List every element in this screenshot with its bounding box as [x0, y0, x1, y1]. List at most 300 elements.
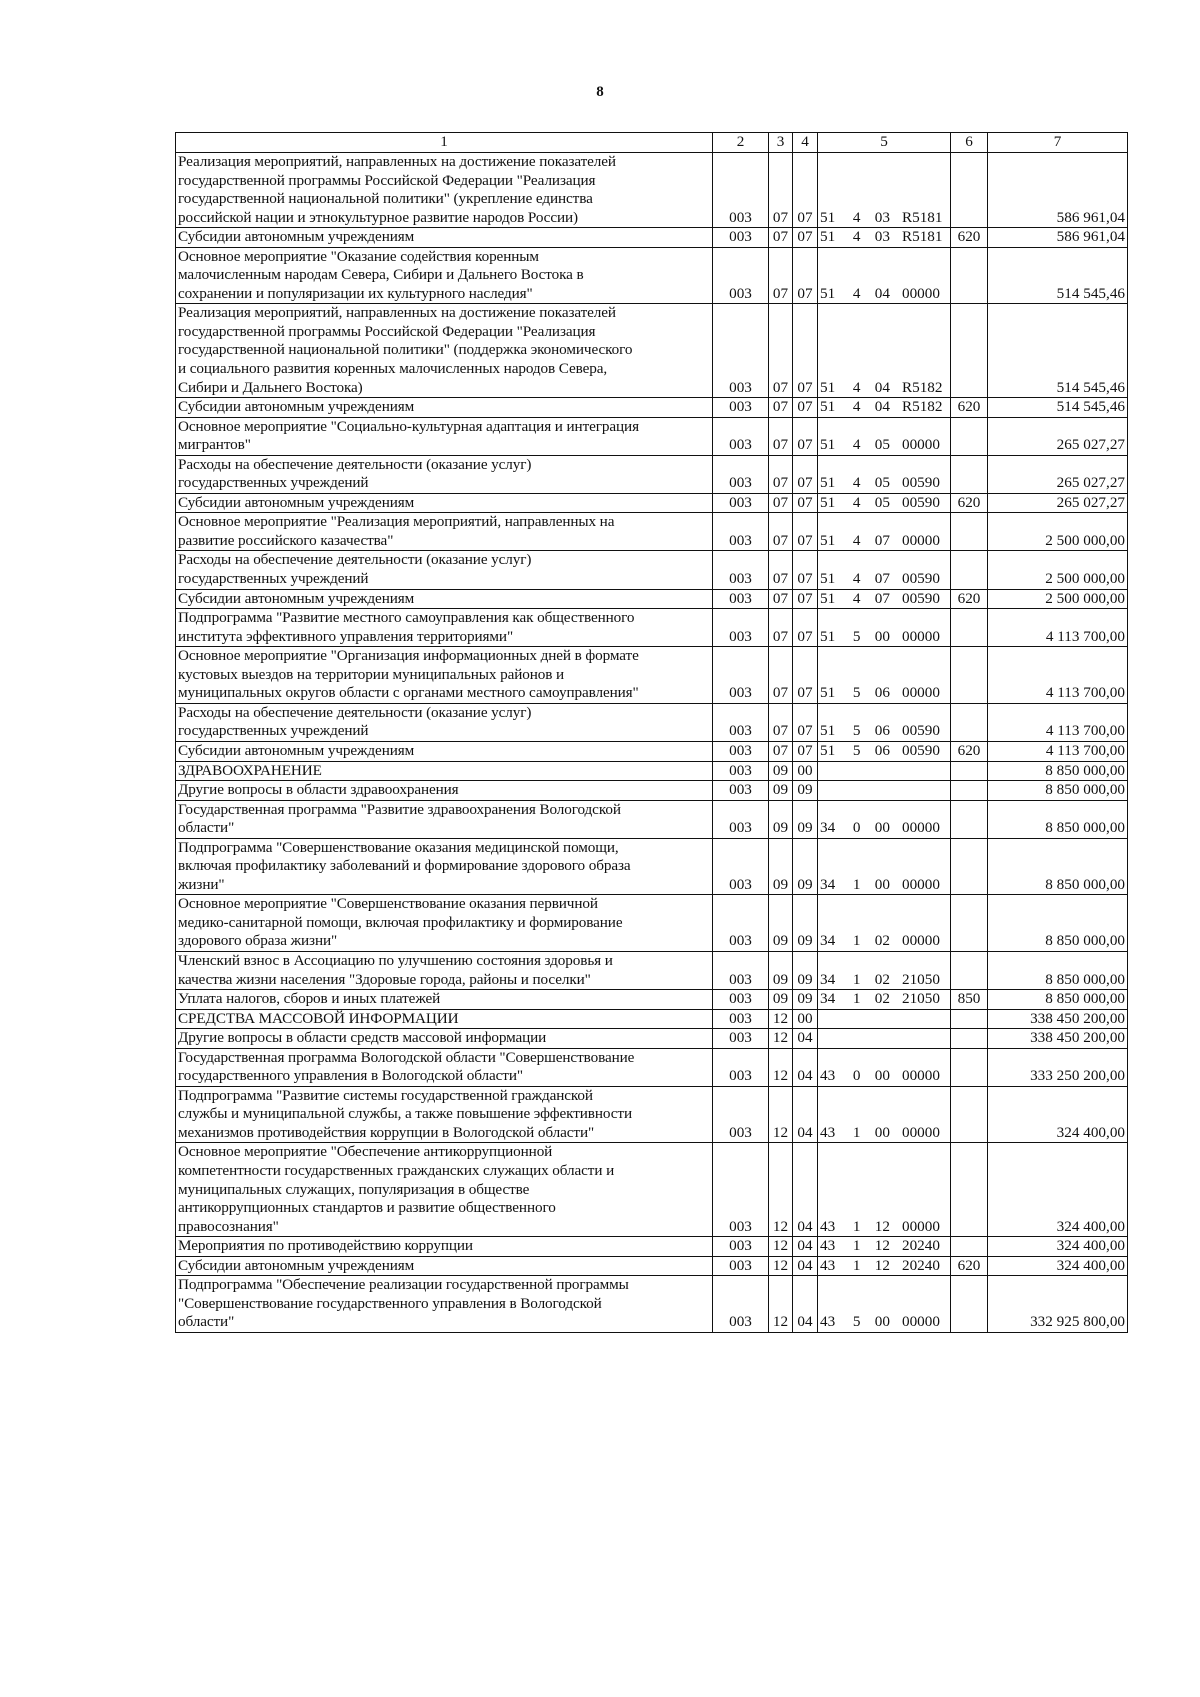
row-name: Уплата налогов, сборов и иных платежей	[176, 990, 713, 1010]
target-article-part: 34	[820, 970, 836, 988]
target-article-parts	[820, 494, 948, 513]
target-article-part: 5	[852, 722, 861, 740]
table-row	[176, 990, 1128, 1010]
target-article-part: 00590	[901, 741, 940, 759]
target-article-part: 07	[874, 531, 890, 549]
target-article-part: 12	[874, 1256, 890, 1274]
row-ministry-code: 003	[713, 1048, 769, 1086]
target-article-part: 4	[852, 398, 861, 416]
target-article-part: 51	[820, 531, 836, 549]
row-section-code: 07	[769, 455, 793, 493]
row-expense-type: 620	[951, 1256, 988, 1276]
row-expense-type	[951, 1143, 988, 1237]
row-amount: 8 850 000,00	[988, 990, 1128, 1010]
row-section-code: 09	[769, 990, 793, 1010]
row-target-article	[818, 153, 951, 228]
row-ministry-code: 003	[713, 1009, 769, 1029]
row-target-article	[818, 741, 951, 761]
row-amount: 333 250 200,00	[988, 1048, 1128, 1086]
target-article-parts	[820, 628, 948, 647]
target-article-part: 1	[852, 970, 861, 988]
row-amount: 338 450 200,00	[988, 1009, 1128, 1029]
target-article-part: 04	[874, 378, 890, 396]
row-name: Субсидии автономным учреждениям	[176, 398, 713, 418]
row-section-code: 09	[769, 761, 793, 781]
row-section-code: 07	[769, 513, 793, 551]
row-target-article	[818, 951, 951, 989]
row-name: Основное мероприятие "Совершенствование оказания первичной медико-санитарной помощи, включая профилактику и формирование здорового образа жизни"	[176, 895, 713, 952]
target-article-part: 51	[820, 398, 836, 416]
target-article-parts	[820, 1313, 948, 1332]
row-ministry-code: 003	[713, 247, 769, 304]
row-target-article	[818, 455, 951, 493]
target-article-part: 1	[852, 1256, 861, 1274]
target-article-part: 06	[874, 722, 890, 740]
row-amount: 2 500 000,00	[988, 589, 1128, 609]
table-row	[176, 761, 1128, 781]
target-article-parts	[820, 436, 948, 455]
row-expense-type	[951, 153, 988, 228]
row-target-article	[818, 1237, 951, 1257]
target-article-parts	[820, 398, 948, 417]
row-target-article	[818, 895, 951, 952]
table-row	[176, 647, 1128, 704]
row-expense-type	[951, 247, 988, 304]
row-subsection-code: 07	[793, 589, 818, 609]
row-expense-type	[951, 647, 988, 704]
target-article-part: 04	[874, 284, 890, 302]
target-article-part: 00000	[901, 819, 940, 837]
target-article-parts	[820, 876, 948, 895]
row-section-code: 07	[769, 398, 793, 418]
row-name: Основное мероприятие "Оказание содействия коренным малочисленным народам Севера, Сибири и Дальнего Востока в сохранении и популяризации их культурного наследия"	[176, 247, 713, 304]
target-article-part: 4	[852, 570, 861, 588]
row-amount: 8 850 000,00	[988, 761, 1128, 781]
target-article-part: 51	[820, 228, 836, 246]
row-amount: 4 113 700,00	[988, 703, 1128, 741]
table-header-row	[176, 133, 1128, 153]
target-article-part: 05	[874, 474, 890, 492]
target-article-part: R5181	[901, 208, 943, 226]
target-article-part: 00590	[901, 493, 940, 511]
target-article-part: 00590	[901, 474, 940, 492]
row-name: Расходы на обеспечение деятельности (оказание услуг) государственных учреждений	[176, 455, 713, 493]
table-row	[176, 800, 1128, 838]
row-subsection-code: 07	[793, 228, 818, 248]
row-section-code: 07	[769, 647, 793, 704]
target-article-part: 03	[874, 208, 890, 226]
table-row	[176, 1029, 1128, 1049]
row-section-code: 12	[769, 1256, 793, 1276]
row-expense-type	[951, 513, 988, 551]
row-expense-type	[951, 951, 988, 989]
row-subsection-code: 04	[793, 1237, 818, 1257]
row-subsection-code: 09	[793, 895, 818, 952]
row-expense-type	[951, 304, 988, 398]
row-amount: 8 850 000,00	[988, 951, 1128, 989]
row-amount: 324 400,00	[988, 1143, 1128, 1237]
table-row	[176, 1143, 1128, 1237]
table-row	[176, 304, 1128, 398]
target-article-part: 05	[874, 493, 890, 511]
target-article-part: 51	[820, 627, 836, 645]
target-article-part: 12	[874, 1217, 890, 1235]
row-target-article	[818, 1029, 951, 1049]
target-article-part: 51	[820, 493, 836, 511]
target-article-part: 1	[852, 875, 861, 893]
row-name: Субсидии автономным учреждениям	[176, 589, 713, 609]
target-article-parts	[820, 819, 948, 838]
target-article-part: 51	[820, 436, 836, 454]
row-section-code: 07	[769, 493, 793, 513]
row-expense-type: 850	[951, 990, 988, 1010]
row-name: Подпрограмма "Развитие местного самоуправления как общественного института эффективного управления территориями"	[176, 609, 713, 647]
row-section-code: 12	[769, 1276, 793, 1333]
row-amount: 586 961,04	[988, 153, 1128, 228]
target-article-part: 4	[852, 284, 861, 302]
row-target-article	[818, 228, 951, 248]
target-article-part: 00000	[901, 875, 940, 893]
row-amount: 265 027,27	[988, 417, 1128, 455]
row-section-code: 07	[769, 247, 793, 304]
row-name: Расходы на обеспечение деятельности (оказание услуг) государственных учреждений	[176, 551, 713, 589]
row-amount: 338 450 200,00	[988, 1029, 1128, 1049]
row-ministry-code: 003	[713, 761, 769, 781]
target-article-part: 43	[820, 1313, 836, 1331]
row-name: Другие вопросы в области здравоохранения	[176, 781, 713, 801]
target-article-part: 34	[820, 990, 836, 1008]
target-article-part: 02	[874, 932, 890, 950]
row-amount: 586 961,04	[988, 228, 1128, 248]
row-ministry-code: 003	[713, 1237, 769, 1257]
row-expense-type	[951, 703, 988, 741]
row-ministry-code: 003	[713, 1029, 769, 1049]
row-name: Субсидии автономным учреждениям	[176, 1256, 713, 1276]
row-subsection-code: 04	[793, 1256, 818, 1276]
row-name: Субсидии автономным учреждениям	[176, 228, 713, 248]
target-article-part: 02	[874, 990, 890, 1008]
target-article-parts	[820, 971, 948, 990]
target-article-part: 00000	[901, 284, 940, 302]
row-expense-type: 620	[951, 589, 988, 609]
row-amount: 332 925 800,00	[988, 1276, 1128, 1333]
row-section-code: 07	[769, 741, 793, 761]
row-ministry-code: 003	[713, 417, 769, 455]
row-section-code: 07	[769, 703, 793, 741]
target-article-part: 5	[852, 741, 861, 759]
row-section-code: 12	[769, 1086, 793, 1143]
row-amount: 8 850 000,00	[988, 800, 1128, 838]
row-name: Государственная программа Вологодской области "Совершенствование государственного управления в Вологодской области"	[176, 1048, 713, 1086]
row-expense-type	[951, 609, 988, 647]
row-section-code: 09	[769, 781, 793, 801]
target-article-part: 34	[820, 932, 836, 950]
row-target-article	[818, 1143, 951, 1237]
row-expense-type	[951, 895, 988, 952]
row-target-article	[818, 247, 951, 304]
target-article-part: 02	[874, 970, 890, 988]
row-subsection-code: 04	[793, 1276, 818, 1333]
row-expense-type	[951, 1086, 988, 1143]
target-article-part: 00000	[901, 1123, 940, 1141]
row-section-code: 09	[769, 951, 793, 989]
table-row	[176, 741, 1128, 761]
row-section-code: 07	[769, 304, 793, 398]
row-subsection-code: 09	[793, 951, 818, 989]
target-article-part: 00000	[901, 1313, 940, 1331]
row-section-code: 07	[769, 589, 793, 609]
row-subsection-code: 04	[793, 1086, 818, 1143]
row-name: Основное мероприятие "Организация информационных дней в формате кустовых выездов на территории муниципальных районов и муниципальных округов области с органами местного самоуправления"	[176, 647, 713, 704]
target-article-parts	[820, 1218, 948, 1237]
row-amount: 265 027,27	[988, 455, 1128, 493]
table-row	[176, 153, 1128, 228]
table-row	[176, 513, 1128, 551]
table-row	[176, 493, 1128, 513]
row-expense-type	[951, 417, 988, 455]
row-target-article	[818, 304, 951, 398]
row-name: Подпрограмма "Совершенствование оказания медицинской помощи, включая профилактику заболеваний и формирование здорового образа жизни"	[176, 838, 713, 895]
target-article-part: 51	[820, 684, 836, 702]
target-article-part: 0	[852, 819, 861, 837]
row-amount: 4 113 700,00	[988, 647, 1128, 704]
target-article-parts	[820, 1257, 948, 1276]
column-header-1: 1	[176, 133, 713, 153]
row-section-code: 09	[769, 895, 793, 952]
row-target-article	[818, 589, 951, 609]
target-article-part: 43	[820, 1237, 836, 1255]
target-article-parts	[820, 1067, 948, 1086]
target-article-part: R5182	[901, 398, 943, 416]
row-subsection-code: 07	[793, 455, 818, 493]
target-article-part: 4	[852, 531, 861, 549]
row-subsection-code: 09	[793, 781, 818, 801]
target-article-part: 21050	[901, 990, 940, 1008]
row-target-article	[818, 1256, 951, 1276]
row-expense-type	[951, 800, 988, 838]
table-row	[176, 1276, 1128, 1333]
row-name: Основное мероприятие "Обеспечение антикоррупционной компетентности государственных гражданских служащих области и муниципальных служащих, популяризация в обществе антикоррупционных стандартов и развитие общественного правосознания"	[176, 1143, 713, 1237]
table-row	[176, 838, 1128, 895]
target-article-part: 4	[852, 589, 861, 607]
row-name: Субсидии автономным учреждениям	[176, 741, 713, 761]
row-expense-type: 620	[951, 741, 988, 761]
row-name: Другие вопросы в области средств массовой информации	[176, 1029, 713, 1049]
row-ministry-code: 003	[713, 647, 769, 704]
target-article-part: 43	[820, 1256, 836, 1274]
target-article-part: 00	[874, 819, 890, 837]
target-article-part: 20240	[901, 1256, 940, 1274]
target-article-part: 00590	[901, 589, 940, 607]
target-article-parts	[820, 684, 948, 703]
target-article-part: 00000	[901, 1067, 940, 1085]
row-target-article	[818, 838, 951, 895]
target-article-part: 34	[820, 875, 836, 893]
table-row	[176, 1237, 1128, 1257]
target-article-parts	[820, 1124, 948, 1143]
row-subsection-code: 04	[793, 1048, 818, 1086]
column-header-5: 5	[818, 133, 951, 153]
row-section-code: 12	[769, 1143, 793, 1237]
target-article-part: 1	[852, 990, 861, 1008]
target-article-part: 4	[852, 474, 861, 492]
row-section-code: 12	[769, 1029, 793, 1049]
column-header-6: 6	[951, 133, 988, 153]
row-amount: 324 400,00	[988, 1086, 1128, 1143]
row-name: Подпрограмма "Обеспечение реализации государственной программы "Совершенствование государственного управления в Вологодской области"	[176, 1276, 713, 1333]
row-target-article	[818, 781, 951, 801]
row-expense-type	[951, 1029, 988, 1049]
column-header-7: 7	[988, 133, 1128, 153]
row-expense-type	[951, 455, 988, 493]
row-ministry-code: 003	[713, 741, 769, 761]
row-subsection-code: 04	[793, 1143, 818, 1237]
row-target-article	[818, 1048, 951, 1086]
target-article-parts	[820, 742, 948, 761]
row-ministry-code: 003	[713, 1143, 769, 1237]
row-target-article	[818, 398, 951, 418]
target-article-parts	[820, 379, 948, 398]
row-target-article	[818, 609, 951, 647]
row-target-article	[818, 1276, 951, 1333]
row-amount: 324 400,00	[988, 1256, 1128, 1276]
target-article-part: 43	[820, 1123, 836, 1141]
row-section-code: 09	[769, 800, 793, 838]
table-row	[176, 781, 1128, 801]
row-target-article	[818, 703, 951, 741]
row-target-article	[818, 990, 951, 1010]
row-expense-type	[951, 1276, 988, 1333]
row-expense-type	[951, 838, 988, 895]
row-section-code: 12	[769, 1237, 793, 1257]
target-article-part: 00000	[901, 932, 940, 950]
row-target-article	[818, 493, 951, 513]
target-article-part: 51	[820, 589, 836, 607]
row-ministry-code: 003	[713, 398, 769, 418]
table-row	[176, 551, 1128, 589]
column-header-4: 4	[793, 133, 818, 153]
target-article-part: 51	[820, 474, 836, 492]
target-article-part: 21050	[901, 970, 940, 988]
table-row	[176, 1256, 1128, 1276]
row-amount: 2 500 000,00	[988, 513, 1128, 551]
row-ministry-code: 003	[713, 153, 769, 228]
row-subsection-code: 09	[793, 838, 818, 895]
target-article-part: 00000	[901, 531, 940, 549]
row-section-code: 12	[769, 1048, 793, 1086]
row-amount: 265 027,27	[988, 493, 1128, 513]
target-article-part: 00000	[901, 627, 940, 645]
target-article-parts	[820, 932, 948, 951]
row-target-article	[818, 513, 951, 551]
target-article-part: 34	[820, 819, 836, 837]
row-section-code: 07	[769, 417, 793, 455]
target-article-part: 05	[874, 436, 890, 454]
table-row	[176, 951, 1128, 989]
target-article-part: R5182	[901, 378, 943, 396]
row-expense-type: 620	[951, 228, 988, 248]
table-row	[176, 455, 1128, 493]
row-section-code: 09	[769, 838, 793, 895]
target-article-parts	[820, 532, 948, 551]
target-article-part: 51	[820, 570, 836, 588]
target-article-part: 5	[852, 627, 861, 645]
row-amount: 514 545,46	[988, 304, 1128, 398]
row-ministry-code: 003	[713, 513, 769, 551]
table-row	[176, 589, 1128, 609]
row-name: Субсидии автономным учреждениям	[176, 493, 713, 513]
target-article-parts	[820, 209, 948, 228]
row-ministry-code: 003	[713, 990, 769, 1010]
row-expense-type	[951, 1009, 988, 1029]
row-ministry-code: 003	[713, 703, 769, 741]
row-subsection-code: 00	[793, 1009, 818, 1029]
target-article-parts	[820, 722, 948, 741]
target-article-part: 51	[820, 208, 836, 226]
row-expense-type: 620	[951, 398, 988, 418]
row-subsection-code: 07	[793, 247, 818, 304]
row-name: Государственная программа "Развитие здравоохранения Вологодской области"	[176, 800, 713, 838]
row-section-code: 07	[769, 153, 793, 228]
target-article-part: 4	[852, 208, 861, 226]
table-row	[176, 228, 1128, 248]
row-amount: 8 850 000,00	[988, 838, 1128, 895]
row-name: Основное мероприятие "Социально-культурная адаптация и интеграция мигрантов"	[176, 417, 713, 455]
target-article-part: 00	[874, 627, 890, 645]
row-expense-type	[951, 761, 988, 781]
target-article-part: 1	[852, 932, 861, 950]
row-subsection-code: 07	[793, 609, 818, 647]
target-article-part: 51	[820, 284, 836, 302]
row-section-code: 07	[769, 609, 793, 647]
target-article-part: 07	[874, 589, 890, 607]
column-header-3: 3	[769, 133, 793, 153]
table-row	[176, 895, 1128, 952]
row-ministry-code: 003	[713, 1086, 769, 1143]
row-subsection-code: 07	[793, 647, 818, 704]
target-article-part: 00	[874, 1067, 890, 1085]
row-target-article	[818, 800, 951, 838]
table-row	[176, 417, 1128, 455]
row-name: ЗДРАВООХРАНЕНИЕ	[176, 761, 713, 781]
target-article-parts	[820, 474, 948, 493]
row-ministry-code: 003	[713, 304, 769, 398]
target-article-parts	[820, 570, 948, 589]
target-article-parts	[820, 990, 948, 1009]
row-ministry-code: 003	[713, 589, 769, 609]
row-subsection-code: 07	[793, 153, 818, 228]
row-amount: 4 113 700,00	[988, 741, 1128, 761]
row-name: Реализация мероприятий, направленных на достижение показателей государственной программы Российской Федерации "Реализация государственной национальной политики" (поддержка экономического и социального развития коренных малочисленных народов Севера, Сибири и Дальнего Востока)	[176, 304, 713, 398]
target-article-part: 06	[874, 684, 890, 702]
row-subsection-code: 00	[793, 761, 818, 781]
row-subsection-code: 09	[793, 990, 818, 1010]
row-subsection-code: 07	[793, 703, 818, 741]
row-ministry-code: 003	[713, 781, 769, 801]
row-section-code: 07	[769, 228, 793, 248]
budget-table	[175, 132, 1128, 1333]
target-article-part: 5	[852, 684, 861, 702]
target-article-part: 5	[852, 1313, 861, 1331]
target-article-parts	[820, 228, 948, 247]
table-row	[176, 247, 1128, 304]
row-name: Подпрограмма "Развитие системы государственной гражданской службы и муниципальной службы, а также повышение эффективности механизмов противодействия коррупции в Вологодской области"	[176, 1086, 713, 1143]
row-subsection-code: 07	[793, 493, 818, 513]
target-article-part: 20240	[901, 1237, 940, 1255]
target-article-part: 1	[852, 1237, 861, 1255]
target-article-part: 00590	[901, 722, 940, 740]
row-name: Мероприятия по противодействию коррупции	[176, 1237, 713, 1257]
